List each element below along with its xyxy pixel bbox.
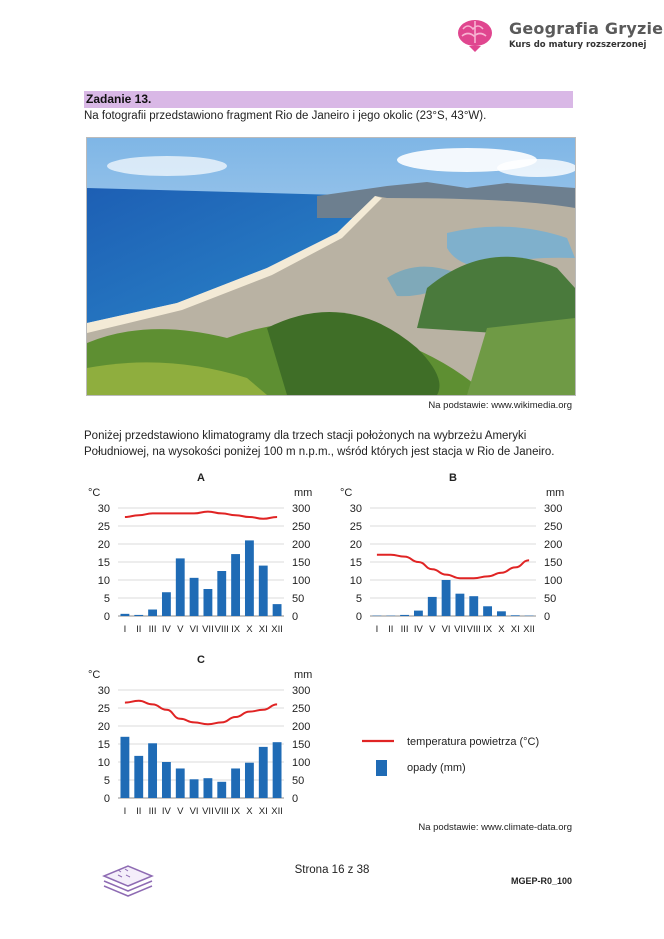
left-axis-unit: °C xyxy=(340,487,353,499)
brand-title: Geografia Gryzie xyxy=(509,19,664,38)
precipitation-bar xyxy=(231,768,240,798)
precipitation-bar xyxy=(203,589,212,616)
photo-source: Na podstawie: www.wikimedia.org xyxy=(428,400,572,411)
precipitation-bar xyxy=(231,554,240,616)
precipitation-bar xyxy=(428,597,437,616)
right-tick-label: 100 xyxy=(544,575,563,587)
temperature-line xyxy=(125,701,277,724)
task-title-highlight xyxy=(84,91,573,108)
left-tick-label: 15 xyxy=(97,739,110,751)
climate-source: Na podstawie: www.climate-data.org xyxy=(418,822,572,833)
precipitation-bar xyxy=(176,558,185,616)
left-axis-unit: °C xyxy=(88,487,101,499)
precipitation-bar xyxy=(259,747,268,798)
right-tick-label: 150 xyxy=(544,557,563,569)
precipitation-bar xyxy=(273,742,282,798)
month-label: XII xyxy=(523,624,535,635)
month-label: XII xyxy=(271,624,283,635)
precipitation-bar xyxy=(469,596,478,616)
precipitation-bar xyxy=(414,611,423,616)
month-label: V xyxy=(177,806,184,817)
left-tick-label: 25 xyxy=(97,521,110,533)
month-label: XI xyxy=(258,624,268,635)
precipitation-bar xyxy=(162,592,171,616)
left-tick-label: 15 xyxy=(97,557,110,569)
right-tick-label: 50 xyxy=(292,775,305,787)
precipitation-bar xyxy=(400,615,409,616)
precipitation-bar xyxy=(203,778,212,798)
brain-icon xyxy=(455,17,495,53)
left-tick-label: 10 xyxy=(349,575,362,587)
month-label: VIII xyxy=(214,806,229,817)
left-tick-label: 20 xyxy=(349,539,362,551)
left-tick-label: 0 xyxy=(355,611,362,623)
month-label: IV xyxy=(161,806,171,817)
precipitation-bar xyxy=(259,566,268,616)
month-label: VIII xyxy=(466,624,481,635)
month-label: III xyxy=(148,624,157,635)
right-tick-label: 200 xyxy=(292,539,311,551)
brand-subtitle: Kurs do matury rozszerzonej xyxy=(509,40,647,50)
precipitation-bar xyxy=(176,768,185,798)
month-label: XII xyxy=(271,806,283,817)
climatogram-c xyxy=(84,652,319,822)
left-tick-label: 10 xyxy=(97,757,110,769)
precipitation-bar xyxy=(134,615,143,616)
left-tick-label: 30 xyxy=(349,503,362,515)
chart-title: B xyxy=(449,472,457,484)
month-label: VII xyxy=(454,624,466,635)
month-label: III xyxy=(400,624,409,635)
right-tick-label: 100 xyxy=(292,575,311,587)
month-label: V xyxy=(429,624,436,635)
month-label: I xyxy=(123,624,127,635)
page-number: Strona 16 z 38 xyxy=(294,864,370,876)
left-tick-label: 5 xyxy=(103,775,110,787)
precipitation-bar xyxy=(217,571,226,616)
temperature-line xyxy=(377,555,529,578)
intro-paragraph: Poniżej przedstawiono klimatogramy dla trzech stacji położonych na wybrzeżu Ameryki Południowej, na wysokości poniżej 100 m n.p.m., wśród których jest stacja w Rio de Janeiro. xyxy=(84,430,555,458)
left-tick-label: 10 xyxy=(97,575,110,587)
document-code: MGEP-R0_100 xyxy=(510,876,572,886)
right-tick-label: 300 xyxy=(292,503,311,515)
legend-temperature-label: temperatura powietrza (°C) xyxy=(407,736,540,748)
precipitation-bar xyxy=(483,606,492,616)
climatogram-b xyxy=(336,470,576,640)
left-tick-label: 0 xyxy=(103,611,110,623)
left-tick-label: 5 xyxy=(355,593,362,605)
chart-title: A xyxy=(197,472,205,484)
month-label: VI xyxy=(189,806,199,817)
right-tick-label: 0 xyxy=(292,793,299,805)
right-axis-unit: mm xyxy=(294,669,313,681)
precipitation-bar xyxy=(455,594,464,616)
climatogram-a xyxy=(84,470,319,640)
month-label: VI xyxy=(189,624,199,635)
month-label: XI xyxy=(258,806,268,817)
left-tick-label: 30 xyxy=(97,503,110,515)
legend-precipitation-bar xyxy=(376,760,387,776)
month-label: VII xyxy=(202,624,214,635)
left-axis-unit: °C xyxy=(88,669,101,681)
month-label: X xyxy=(246,624,253,635)
left-tick-label: 30 xyxy=(97,685,110,697)
right-tick-label: 300 xyxy=(292,685,311,697)
stacked-layers-logo-icon xyxy=(100,856,156,900)
precipitation-bar xyxy=(148,610,157,616)
chart-title: C xyxy=(197,654,205,666)
month-label: IV xyxy=(413,624,423,635)
month-label: II xyxy=(136,806,142,817)
precipitation-bar xyxy=(148,743,157,798)
precipitation-bar xyxy=(273,604,282,616)
precipitation-bar xyxy=(497,611,506,616)
month-label: VII xyxy=(202,806,214,817)
right-tick-label: 300 xyxy=(544,503,563,515)
chart-legend xyxy=(360,730,580,780)
right-tick-label: 200 xyxy=(544,539,563,551)
left-tick-label: 15 xyxy=(349,557,362,569)
legend-precipitation-label: opady (mm) xyxy=(407,762,466,774)
left-tick-label: 5 xyxy=(103,593,110,605)
month-label: II xyxy=(136,624,142,635)
precipitation-bar xyxy=(511,615,520,616)
right-axis-unit: mm xyxy=(546,487,565,499)
left-tick-label: 20 xyxy=(97,539,110,551)
right-tick-label: 150 xyxy=(292,557,311,569)
right-tick-label: 150 xyxy=(292,739,311,751)
month-label: I xyxy=(375,624,379,635)
right-tick-label: 250 xyxy=(544,521,563,533)
precipitation-bar xyxy=(120,737,129,798)
precipitation-bar xyxy=(190,578,199,616)
right-tick-label: 250 xyxy=(292,703,311,715)
task-title: Zadanie 13. xyxy=(86,92,152,106)
month-label: I xyxy=(123,806,127,817)
left-tick-label: 20 xyxy=(97,721,110,733)
rio-de-janeiro-photo xyxy=(86,137,576,396)
right-tick-label: 250 xyxy=(292,521,311,533)
month-label: X xyxy=(246,806,253,817)
precipitation-bar xyxy=(162,762,171,798)
precipitation-bar xyxy=(134,756,143,798)
precipitation-bar xyxy=(442,580,451,616)
month-label: IX xyxy=(483,624,493,635)
right-tick-label: 200 xyxy=(292,721,311,733)
precipitation-bar xyxy=(217,782,226,798)
left-tick-label: 25 xyxy=(349,521,362,533)
month-label: X xyxy=(498,624,505,635)
precipitation-bar xyxy=(245,763,254,798)
month-label: III xyxy=(148,806,157,817)
right-tick-label: 50 xyxy=(544,593,557,605)
precipitation-bar xyxy=(190,779,199,798)
right-tick-label: 100 xyxy=(292,757,311,769)
precipitation-bar xyxy=(245,540,254,616)
month-label: II xyxy=(388,624,394,635)
month-label: IX xyxy=(231,624,241,635)
month-label: IV xyxy=(161,624,171,635)
left-tick-label: 0 xyxy=(103,793,110,805)
month-label: XI xyxy=(510,624,520,635)
precipitation-bar xyxy=(120,614,129,616)
left-tick-label: 25 xyxy=(97,703,110,715)
month-label: VIII xyxy=(214,624,229,635)
right-axis-unit: mm xyxy=(294,487,313,499)
month-label: IX xyxy=(231,806,241,817)
temperature-line xyxy=(125,512,277,519)
month-label: VI xyxy=(441,624,451,635)
task-description: Na fotografii przedstawiono fragment Rio de Janeiro i jego okolic (23°S, 43°W). xyxy=(84,110,487,122)
right-tick-label: 0 xyxy=(544,611,551,623)
right-tick-label: 50 xyxy=(292,593,305,605)
right-tick-label: 0 xyxy=(292,611,299,623)
month-label: V xyxy=(177,624,184,635)
